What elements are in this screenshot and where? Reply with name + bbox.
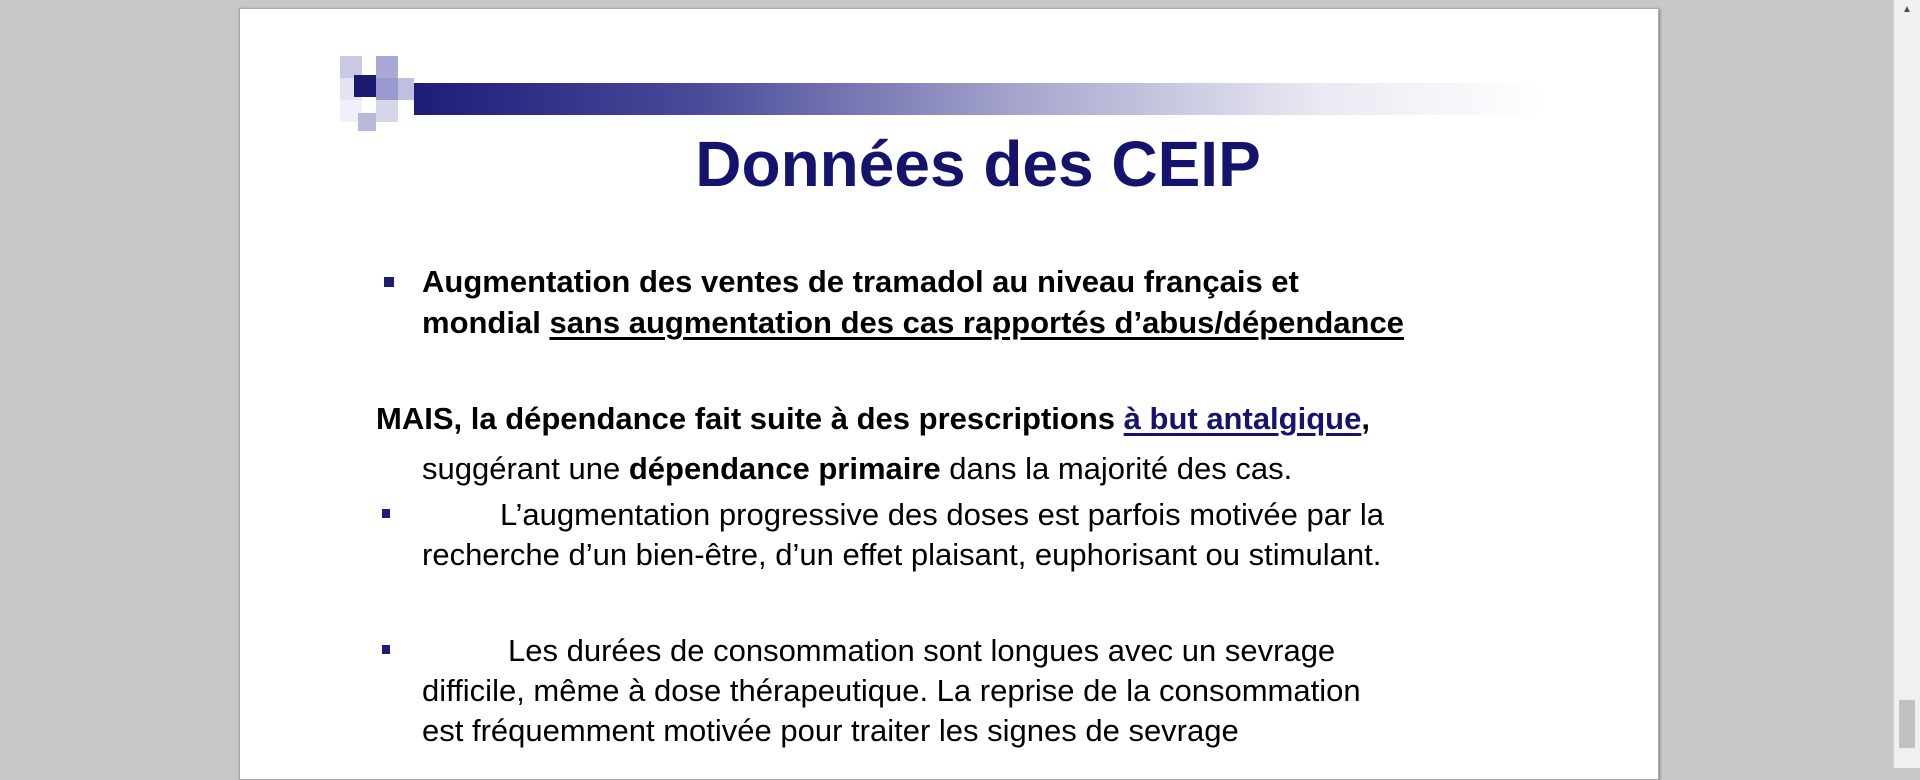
header-decoration-square: [398, 78, 414, 100]
mais-suffix: ,: [1361, 401, 1370, 436]
bullet3-line3: est fréquemment motivée pour traiter les signes de sevrage: [422, 713, 1239, 748]
header-decoration-square: [376, 56, 398, 78]
mais-line2: [422, 449, 1292, 489]
bullet-square: [384, 277, 394, 287]
header-gradient-bar: [414, 83, 1542, 115]
slide-title: Données des CEIP: [695, 128, 1261, 200]
header-decoration-square: [376, 78, 398, 100]
mais-line2-suffix: dans la majorité des cas.: [940, 451, 1293, 486]
mais-line2-prefix: suggérant une: [422, 451, 629, 486]
bullet1-line2: [422, 303, 1404, 343]
scroll-up-button[interactable]: [1894, 0, 1920, 18]
bullet3-line1: Les durées de consommation sont longues avec un sevrage: [508, 633, 1336, 668]
bullet2-line2: recherche d’un bien-être, d’un effet plaisant, euphorisant ou stimulant.: [422, 537, 1382, 572]
bullet-square: [382, 509, 390, 518]
vertical-scrollbar[interactable]: [1893, 0, 1920, 768]
mais-prefix: MAIS, la dépendance fait suite à des prescriptions: [376, 401, 1124, 436]
mais-line1: [376, 399, 1370, 439]
document-page: [239, 8, 1659, 780]
bullet1-underlined-text: sans augmentation des cas rapportés d’abus/dépendance: [549, 305, 1404, 340]
antalgique-link[interactable]: à but antalgique: [1123, 401, 1362, 436]
bullet1-line2-prefix: mondial: [422, 305, 550, 340]
bullet1-line1: Augmentation des ventes de tramadol au niveau français et: [422, 264, 1299, 299]
mais-line2-bold: dépendance primaire: [628, 451, 941, 486]
bullet3-line2: difficile, même à dose thérapeutique. La reprise de la consommation: [422, 673, 1361, 708]
header-decoration-square: [354, 75, 376, 97]
bullet-square: [382, 645, 390, 654]
triangle-up-icon: ▲: [1902, 3, 1912, 15]
bullet2-line1: L’augmentation progressive des doses est parfois motivée par la: [500, 497, 1384, 532]
header-decoration-square: [376, 100, 398, 122]
scrollbar-thumb[interactable]: [1899, 700, 1915, 748]
